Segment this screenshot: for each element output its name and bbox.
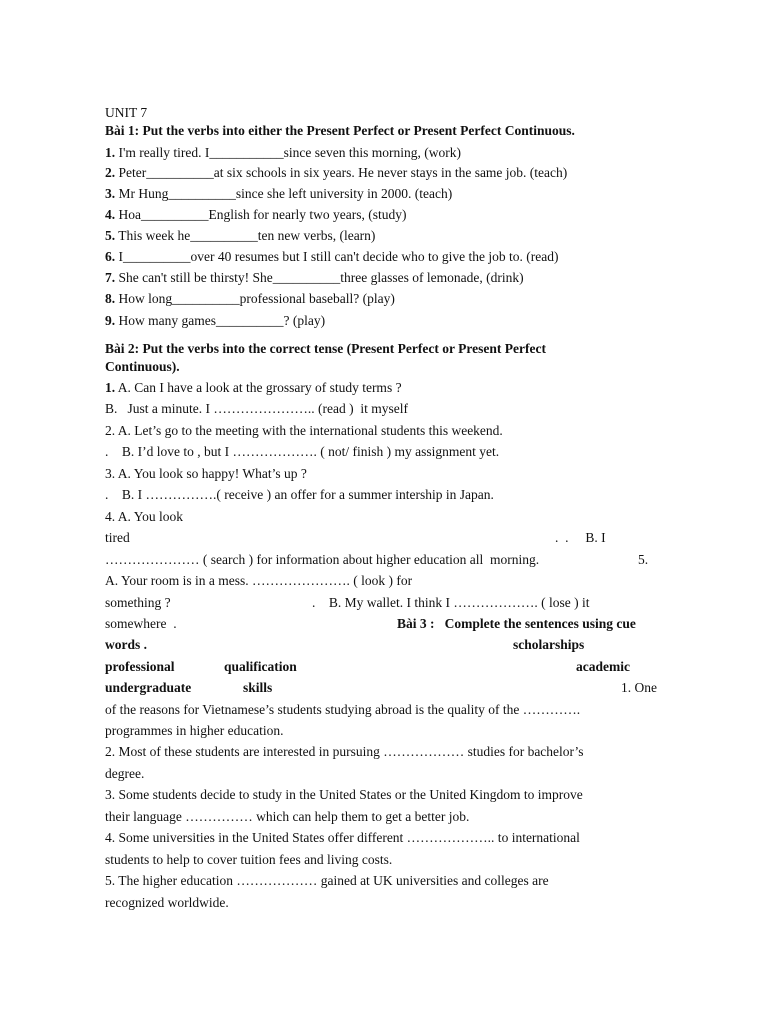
item-text: Hoa__________English for nearly two years, (study) xyxy=(115,207,407,222)
line-text: A. Can I have a look at the grossary of study terms ? xyxy=(115,380,402,395)
item-text: I'm really tired. I___________since seven this morning, (work) xyxy=(115,145,461,160)
exercise-1-item xyxy=(105,269,524,287)
exercise-1-item xyxy=(105,227,375,245)
item-number: 7. xyxy=(105,270,116,285)
exercise-1-item xyxy=(105,290,395,308)
item-number: 1. xyxy=(105,380,116,395)
item-number: 2. xyxy=(105,165,116,180)
item-number: 9. xyxy=(105,313,116,328)
exercise-2-line: ………………… ( search ) for information about higher education all morning. xyxy=(105,552,540,567)
item-text: How long__________professional baseball? (play) xyxy=(115,291,395,306)
sentence-line: of the reasons for Vietnamese’s students studying abroad is the quality of the …………. xyxy=(105,702,581,717)
cue-word: skills xyxy=(243,680,273,695)
exercise-1-item xyxy=(105,144,461,162)
sentence-line: 4. Some universities in the United States offer different ……………….. to international xyxy=(105,830,580,845)
exercise-2-line: A. Your room is in a mess. …………………. ( look ) for xyxy=(105,573,413,588)
unit-title: UNIT 7 xyxy=(105,105,148,120)
item-text: How many games__________? (play) xyxy=(115,313,326,328)
exercise-2-line: 5. xyxy=(638,552,649,567)
sentence-line: 3. Some students decide to study in the United States or the United Kingdom to improve xyxy=(105,787,583,802)
exercise-2-line: something ? xyxy=(105,595,171,610)
exercise-1-item xyxy=(105,312,325,330)
sentence-line: recognized worldwide. xyxy=(105,895,229,910)
exercise-1-item xyxy=(105,185,452,203)
exercise-2-line: somewhere . xyxy=(105,616,177,631)
item-text: This week he__________ten new verbs, (learn) xyxy=(115,228,376,243)
item-text: She can't still be thirsty! She__________three glasses of lemonade, (drink) xyxy=(115,270,524,285)
sentence-line: programmes in higher education. xyxy=(105,723,284,738)
exercise-2-line: . B. I …………….( receive ) an offer for a summer intership in Japan. xyxy=(105,487,494,502)
exercise-2-line xyxy=(105,379,402,397)
cue-word: professional xyxy=(105,659,175,674)
exercise-3-title: words . xyxy=(105,637,148,652)
exercise-2-line: 3. A. You look so happy! What’s up ? xyxy=(105,466,307,481)
item-text: Mr Hung__________since she left university in 2000. (teach) xyxy=(115,186,453,201)
exercise-3-title: Bài 3 : Complete the sentences using cue xyxy=(397,616,636,631)
item-number: 6. xyxy=(105,249,116,264)
exercise-2-line: B. Just a minute. I ………………….. (read ) it myself xyxy=(105,401,408,416)
sentence-1-start: 1. One xyxy=(621,680,657,695)
item-number: 3. xyxy=(105,186,116,201)
exercise-2-line: . B. My wallet. I think I ………………. ( lose ) it xyxy=(312,595,590,610)
item-number: 4. xyxy=(105,207,116,222)
cue-word: scholarships xyxy=(513,637,585,652)
exercise-1-item xyxy=(105,164,567,182)
sentence-line: their language …………… which can help them to get a better job. xyxy=(105,809,470,824)
exercise-2-title: Bài 2: Put the verbs into the correct tense (Present Perfect or Present Perfect xyxy=(105,341,546,356)
exercise-2-line: . B. I’d love to , but I ………………. ( not/ finish ) my assignment yet. xyxy=(105,444,500,459)
sentence-line: students to help to cover tuition fees and living costs. xyxy=(105,852,393,867)
exercise-1-item xyxy=(105,206,406,224)
exercise-1-item xyxy=(105,248,558,266)
exercise-1-title: Bài 1: Put the verbs into either the Present Perfect or Present Perfect Continuous. xyxy=(105,123,575,138)
cue-word: academic xyxy=(576,659,630,674)
sentence-line: 5. The higher education ……………… gained at UK universities and colleges are xyxy=(105,873,549,888)
exercise-2-title: Continuous). xyxy=(105,359,180,374)
item-number: 5. xyxy=(105,228,116,243)
cue-word: undergraduate xyxy=(105,680,192,695)
exercise-2-line: 4. A. You look xyxy=(105,509,184,524)
item-text: I__________over 40 resumes but I still can't decide who to give the job to. (read) xyxy=(115,249,559,264)
item-number: 8. xyxy=(105,291,116,306)
item-number: 1. xyxy=(105,145,116,160)
exercise-2-line: . . B. I xyxy=(555,530,606,545)
cue-word: qualification xyxy=(224,659,297,674)
sentence-line: degree. xyxy=(105,766,145,781)
exercise-2-line: tired xyxy=(105,530,130,545)
item-text: Peter__________at six schools in six years. He never stays in the same job. (teach) xyxy=(115,165,568,180)
exercise-2-line: 2. A. Let’s go to the meeting with the international students this weekend. xyxy=(105,423,503,438)
sentence-line: 2. Most of these students are interested in pursuing ……………… studies for bachelor’s xyxy=(105,744,584,759)
